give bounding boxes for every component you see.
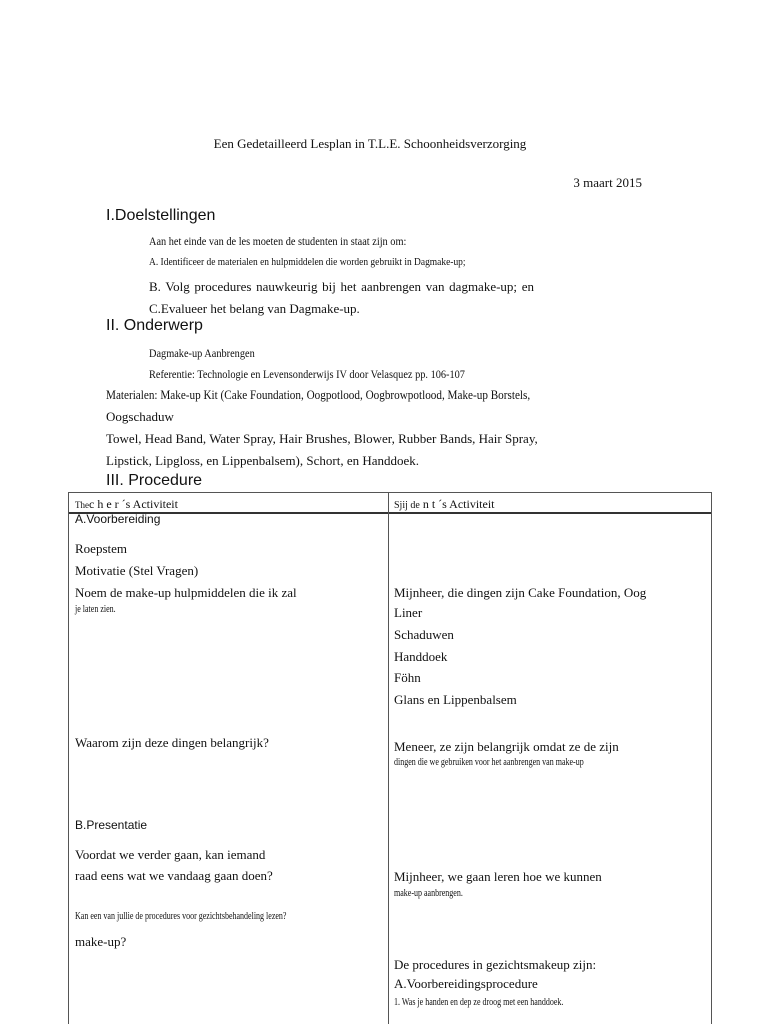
table-header-border	[68, 512, 712, 514]
objectives-intro: Aan het einde van de les moeten de studenten in staat zijn om:	[149, 234, 407, 248]
table-header-student	[394, 497, 495, 512]
materials-line-2: Oogschaduw	[106, 409, 174, 424]
table-left-border	[68, 492, 69, 1024]
voordat-line-1: Voordat we verder gaan, kan iemand	[75, 847, 266, 862]
topic: Dagmake-up Aanbrengen	[149, 346, 255, 360]
header-student-prefix: Sjij de	[394, 500, 420, 511]
answer-today-line-1: Mijnheer, we gaan leren hoe we kunnen	[394, 869, 602, 884]
answer-tools-line-1: Mijnheer, die dingen zijn Cake Foundation, Oog	[394, 585, 647, 600]
noem-line-2: je laten zien.	[75, 604, 116, 615]
section-heading-procedure: III. Procedure	[106, 472, 203, 489]
answer-tools-item: Handdoek	[394, 649, 448, 664]
answer-tools-item: Glans en Lippenbalsem	[394, 692, 517, 707]
table-top-border	[68, 492, 712, 493]
procedures-step-a: A.Voorbereidingsprocedure	[394, 976, 538, 991]
section-heading-doelstellingen: I.Doelstellingen	[106, 207, 216, 224]
table-column-divider	[388, 492, 389, 1024]
answer-today-line-2: make-up aanbrengen.	[394, 888, 463, 899]
table-header-teacher	[75, 497, 178, 512]
answer-tools-item: Schaduwen	[394, 627, 454, 642]
table-right-border	[711, 492, 712, 1024]
document-title: Een Gedetailleerd Lesplan in T.L.E. Schoonheidsverzorging	[213, 136, 527, 151]
procedures-intro: De procedures in gezichtsmakeup zijn:	[394, 957, 597, 972]
materials-line-3: Towel, Head Band, Water Spray, Hair Brushes, Blower, Rubber Bands, Hair Spray,	[106, 431, 538, 446]
voordat-line-2: raad eens wat we vandaag gaan doen?	[75, 868, 273, 883]
header-teacher-prefix: The	[75, 500, 89, 510]
procedures-step-1: 1. Was je handen en dep ze droog met een handdoek.	[394, 997, 564, 1008]
header-teacher-rest: c h e r ´s Activiteit	[89, 497, 178, 511]
answer-importance-line-2: dingen die we gebruiken voor het aanbrengen van make-up	[394, 757, 584, 768]
reference: Referentie: Technologie en Levensonderwijs IV door Velasquez pp. 106-107	[149, 367, 465, 381]
document-date: 3 maart 2015	[573, 175, 642, 190]
presentation-heading: B.Presentatie	[75, 818, 148, 832]
motivatie: Motivatie (Stel Vragen)	[75, 563, 199, 578]
section-heading-onderwerp: II. Onderwerp	[106, 317, 203, 334]
materials-line-1: Materialen: Make-up Kit (Cake Foundation, Oogpotlood, Oogbrowpotlood, Make-up Borstels,	[106, 387, 531, 402]
kan-een-question: Kan een van jullie de procedures voor gezichtsbehandeling lezen?	[75, 911, 287, 922]
header-student-rest: n t ´s Activiteit	[419, 497, 495, 511]
makeup-question: make-up?	[75, 934, 127, 949]
materials-line-4: Lipstick, Lipgloss, en Lippenbalsem), Schort, en Handdoek.	[106, 453, 420, 468]
waarom-question: Waarom zijn deze dingen belangrijk?	[75, 735, 269, 750]
objective-a: A. Identificeer de materialen en hulpmiddelen die worden gebruikt in Dagmake-up;	[149, 256, 466, 268]
answer-tools-item: Liner	[394, 605, 423, 620]
answer-importance-line-1: Meneer, ze zijn belangrijk omdat ze de zijn	[394, 739, 619, 754]
answer-tools-item: Föhn	[394, 670, 421, 685]
roepstem: Roepstem	[75, 541, 127, 556]
preparation-heading: A.Voorbereiding	[75, 512, 161, 526]
objective-b: B. Volg procedures nauwkeurig bij het aanbrengen van dagmake-up; en	[149, 279, 534, 294]
objective-c: C.Evalueer het belang van Dagmake-up.	[149, 301, 360, 316]
noem-line-1: Noem de make-up hulpmiddelen die ik zal	[75, 585, 297, 600]
